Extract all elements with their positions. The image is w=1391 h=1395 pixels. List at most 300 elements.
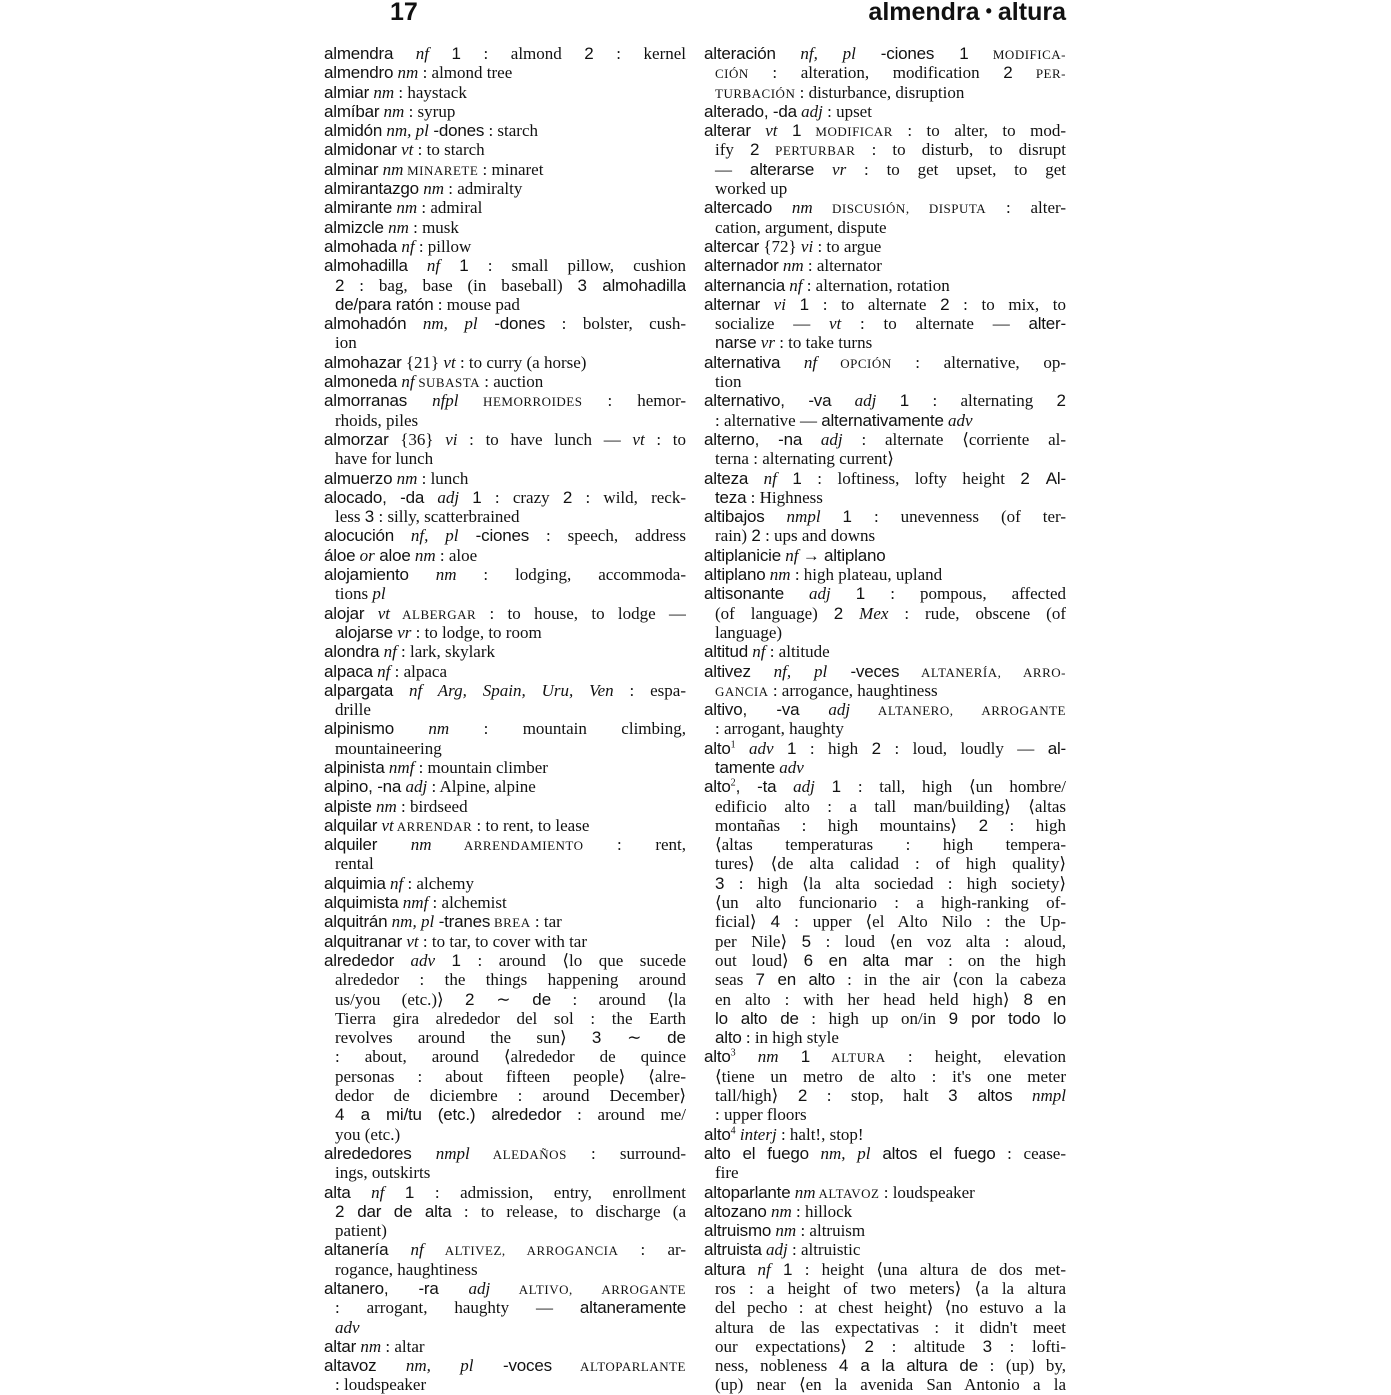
headword: almendro	[324, 63, 394, 83]
entry-line	[324, 237, 686, 256]
part-of-speech: nf	[393, 44, 452, 63]
definition-text: montañas : high mountains⟩	[715, 815, 979, 835]
entry-line	[324, 1144, 686, 1163]
part-of-speech: vi	[800, 236, 814, 256]
synonym: ALEDAÑOS	[469, 1146, 567, 1162]
headword: alocado, -da	[324, 487, 425, 507]
definition-text: : on the high	[933, 950, 1066, 970]
synonym: ARRENDAR	[393, 818, 473, 834]
guide-words	[868, 0, 1066, 27]
part-of-speech: nm	[394, 719, 450, 739]
part-of-speech: nm	[418, 179, 444, 199]
definition-text: rhoids, piles	[335, 410, 419, 430]
definition-text: : to get upset, to get	[846, 159, 1066, 179]
sense-number: 1	[799, 294, 810, 314]
definition-text: : mountain climber	[414, 757, 548, 777]
entry-continuation-line	[704, 140, 1066, 159]
entry-line	[704, 1202, 1066, 1221]
entry-line	[704, 1240, 1066, 1259]
part-of-speech: nm	[735, 1047, 801, 1067]
definition-text: : to starch	[413, 140, 485, 160]
entry-line	[324, 218, 686, 237]
entry-line	[704, 642, 1066, 661]
entry-line	[324, 893, 686, 912]
page-number: 17	[390, 0, 418, 26]
part-of-speech: nmpl	[764, 507, 843, 527]
part-of-speech: nmpl	[1012, 1086, 1066, 1106]
entry-line	[324, 1356, 686, 1375]
entry-continuation-line	[324, 1318, 686, 1337]
entry-line	[704, 102, 1066, 121]
headword: -ciones	[855, 44, 960, 63]
definition-text: : loftiness, lofty height	[801, 468, 1021, 488]
entry-continuation-line	[704, 990, 1066, 1009]
definition-text: ros : a height of two meters⟩ ⟨a la altura	[715, 1279, 1066, 1298]
definition-text: : Highness	[746, 487, 823, 507]
entry-continuation-line	[324, 990, 686, 1009]
part-of-speech: vi	[760, 294, 800, 314]
part-of-speech: vt	[750, 121, 792, 141]
entry-line	[704, 584, 1066, 603]
definition-text: : to disturb, to disrupt	[855, 140, 1066, 160]
entry-continuation-line	[704, 932, 1066, 951]
entry-line	[704, 1144, 1066, 1163]
entry-line	[324, 353, 686, 372]
definition-text: : cease-	[995, 1143, 1066, 1163]
entry-line	[704, 469, 1066, 488]
entry-line	[704, 1260, 1066, 1279]
definition-text: {36}	[388, 429, 446, 449]
entry-line	[324, 662, 686, 681]
entry-line	[704, 1047, 1066, 1066]
entry-line	[324, 777, 686, 796]
definition-text: {72}	[759, 236, 801, 256]
homograph-number: 1	[730, 739, 736, 751]
entry-continuation-line	[324, 1375, 686, 1394]
entry-line	[324, 932, 686, 951]
entry-line	[324, 835, 686, 854]
definition-text: ion	[335, 333, 357, 353]
definition-text: : speech, address	[529, 526, 686, 546]
entry-line	[324, 488, 686, 507]
entry-continuation-line	[704, 912, 1066, 931]
definition-text: : bolster, cush-	[545, 314, 686, 334]
headword: alta	[324, 1182, 351, 1202]
headword: alternativamente	[821, 410, 944, 430]
headword: altanero, -ra	[324, 1279, 439, 1298]
entry-line	[324, 642, 686, 661]
definition-text: : to alternate —	[841, 314, 1029, 334]
entry-continuation-line	[324, 1260, 686, 1279]
definition-text: fire	[715, 1163, 739, 1183]
entry-line	[324, 63, 686, 82]
entry-continuation-line	[704, 488, 1066, 507]
definition-text: : tall, high ⟨un hombre/	[841, 777, 1066, 797]
entry-line	[704, 1183, 1066, 1202]
headword: altruismo	[704, 1221, 772, 1241]
definition-text: language)	[715, 622, 783, 642]
entry-continuation-line	[704, 372, 1066, 391]
entry-continuation-line	[324, 1067, 686, 1086]
part-of-speech: or	[355, 545, 375, 565]
definition-text: : alteration, modification	[748, 63, 1004, 83]
synonym: ALTIVO, ARROGANTE	[490, 1282, 686, 1297]
synonym: ALTAVOZ	[815, 1185, 880, 1201]
entry-line	[324, 160, 686, 179]
definition-text: ⟨tiene un metro de alto : it's one meter	[715, 1066, 1066, 1086]
part-of-speech: adv	[394, 950, 452, 970]
headword: altiplanicie	[704, 545, 781, 565]
headword: de/para ratón	[335, 294, 434, 314]
definition-text: : high plateau, upland	[790, 565, 943, 585]
sense-number: 1	[831, 777, 842, 797]
part-of-speech: nm	[378, 159, 404, 179]
part-of-speech: adj	[796, 101, 823, 121]
definition-text: : upper floors	[715, 1105, 807, 1125]
definition-text: : upset	[822, 101, 872, 121]
entry-continuation-line	[704, 816, 1066, 835]
headword: almíbar	[324, 101, 380, 121]
sense-number: 1	[842, 507, 852, 527]
definition-text: : hillock	[791, 1201, 853, 1221]
headword: alquiler	[324, 835, 378, 855]
definition-text: : aloe	[435, 545, 478, 565]
headword: altoparlante	[704, 1182, 791, 1202]
part-of-speech: nf	[780, 352, 818, 372]
headword: almohadilla	[324, 256, 408, 276]
definition-text: : high ⟨la alta sociedad : high society⟩	[724, 873, 1066, 893]
part-of-speech: nf	[780, 545, 799, 565]
entry-line	[324, 1279, 686, 1298]
entry-continuation-line	[704, 874, 1066, 893]
headword: altura	[704, 1259, 746, 1279]
definition-text: : ups and downs	[760, 526, 876, 546]
definition-text: : stop, halt	[807, 1086, 949, 1106]
entry-line	[704, 276, 1066, 295]
entry-continuation-line	[704, 1356, 1066, 1375]
definition-text: : loudspeaker	[335, 1375, 427, 1395]
synonym: MODIFICAR	[801, 124, 893, 140]
part-of-speech: nf, pl	[750, 661, 828, 681]
entry-continuation-line	[324, 411, 686, 430]
part-of-speech: nf	[747, 642, 766, 662]
synonym: GANCIA	[715, 683, 769, 699]
part-of-speech: nm	[408, 565, 457, 585]
entry-continuation-line	[324, 1221, 686, 1240]
synonym: ARRENDAMIENTO	[431, 838, 584, 854]
definition-text: seas	[715, 970, 756, 990]
definition-text: : admission, entry, enrollment	[414, 1182, 686, 1202]
part-of-speech: nm	[393, 63, 419, 83]
sense-number: 2	[584, 44, 594, 63]
headword: almohadilla	[602, 275, 686, 295]
entry-line	[704, 777, 1066, 796]
headword: dar de alta	[357, 1201, 452, 1221]
definition-text: : to mix, to	[949, 294, 1066, 314]
part-of-speech: nfpl	[407, 391, 459, 411]
definition-text: : alternate ⟨corriente al-	[842, 429, 1066, 449]
part-of-speech: nf	[784, 275, 803, 295]
part-of-speech: vt	[377, 815, 394, 835]
definition-text: : bag, base (in baseball)	[344, 275, 578, 295]
headword: -dones	[477, 314, 546, 334]
headword: en	[1047, 989, 1066, 1009]
headword: alto	[704, 777, 731, 797]
headword: aloe	[374, 545, 411, 565]
definition-text: : disturbance, disruption	[795, 82, 965, 102]
definition-text: : about, around ⟨alrededor de quince	[335, 1047, 686, 1067]
definition-text: : (up) by,	[977, 1356, 1066, 1376]
entry-line	[704, 739, 1066, 758]
entry-continuation-line	[704, 1086, 1066, 1105]
definition-text: (up) near ⟨en la avenida San Antonio a la	[715, 1375, 1066, 1395]
sense-number: 1	[959, 44, 969, 63]
sense-number: 4	[838, 1356, 861, 1376]
synonym: TURBACIÓN	[715, 85, 796, 101]
sense-number: 1	[451, 44, 462, 63]
definition-text: have for lunch	[335, 449, 434, 469]
synonym: ALTIVEZ, ARROGANCIA	[423, 1243, 619, 1259]
definition-text: rain)	[715, 526, 752, 546]
entry-line	[704, 430, 1066, 449]
definition-text: Tierra gira alrededor del sol : the Earth	[335, 1008, 686, 1028]
headword: alojar	[324, 603, 365, 623]
definition-text: : to argue	[813, 236, 882, 256]
definition-text: : loud ⟨en voz alta : aloud,	[811, 931, 1066, 951]
sense-number: 2	[335, 1201, 358, 1221]
entry-line	[704, 44, 1066, 63]
headword: altaneramente	[579, 1298, 686, 1318]
definition-text: : musk	[408, 217, 459, 237]
definition-text: (of language)	[715, 603, 834, 623]
definition-text: : halt!, stop!	[776, 1124, 864, 1144]
sense-number: 2	[1020, 468, 1046, 488]
part-of-speech: nmpl	[411, 1143, 470, 1163]
entry-continuation-line	[324, 1202, 686, 1221]
definition-text: : almond tree	[418, 63, 513, 83]
definition-text: : lunch	[417, 468, 469, 488]
entry-continuation-line	[704, 835, 1066, 854]
sense-number: 1	[451, 950, 462, 970]
headword: alondra	[324, 642, 380, 662]
headword: a la altura de	[860, 1356, 978, 1376]
entry-line	[704, 565, 1066, 584]
synonym: PER-	[1012, 66, 1066, 82]
entry-line	[324, 816, 686, 835]
headword: altisonante	[704, 584, 785, 604]
part-of-speech: adv	[735, 738, 787, 758]
entry-line	[324, 102, 686, 121]
definition-text: socialize —	[715, 314, 829, 334]
headword: alrededores	[324, 1143, 412, 1163]
homograph-number: 3	[730, 1047, 736, 1059]
definition-text: : hemor-	[582, 391, 686, 411]
entry-line	[324, 565, 686, 584]
entry-continuation-line	[704, 1009, 1066, 1028]
part-of-speech: nmf	[398, 893, 429, 913]
headword: altanería	[324, 1240, 389, 1260]
synonym: HEMORROIDES	[458, 394, 583, 410]
headword: alterado, -da	[704, 101, 797, 121]
definition-text: our expectations⟩	[715, 1336, 865, 1356]
part-of-speech: nf	[748, 468, 793, 488]
part-of-speech: pl	[372, 584, 386, 604]
definition-text: ficial⟩	[715, 912, 771, 932]
headword: alminar	[324, 159, 379, 179]
definition-text: : haystack	[394, 82, 467, 102]
headword: Al-	[1045, 468, 1066, 488]
entry-line	[704, 198, 1066, 217]
definition-text: : altitude	[765, 642, 830, 662]
entry-continuation-line	[324, 1086, 686, 1105]
headword: altos	[977, 1086, 1013, 1106]
part-of-speech: adv	[775, 757, 804, 777]
part-of-speech: nm	[410, 545, 436, 565]
definition-text: : arrogant, haughty	[715, 719, 844, 739]
sense-number: 2	[833, 603, 844, 623]
headword: alojarse	[335, 622, 393, 642]
entry-line	[324, 121, 686, 140]
sense-number: 1	[472, 487, 482, 507]
definition-text: : mountain climbing,	[449, 719, 686, 739]
part-of-speech: nf	[379, 642, 397, 662]
headword: alternar	[704, 294, 761, 314]
headword: alpinista	[324, 757, 385, 777]
guide-separator: •	[985, 1, 992, 21]
headword: almorranas	[324, 391, 408, 411]
entry-continuation-line	[704, 1067, 1066, 1086]
synonym: SUBASTA	[414, 375, 481, 391]
definition-text: : height ⟨una altura de dos met-	[792, 1259, 1066, 1279]
entry-continuation-line	[704, 179, 1066, 198]
entry-line	[324, 1183, 686, 1202]
definition-text: : admiral	[417, 198, 483, 218]
definition-text: less	[335, 507, 365, 527]
entry-continuation-line	[324, 276, 686, 295]
part-of-speech: nf	[350, 1182, 405, 1202]
definition-text: : to tar, to cover with tar	[418, 931, 587, 951]
headword: altiplano	[823, 545, 886, 565]
sense-number: 6	[803, 950, 829, 970]
headword: almidonar	[324, 140, 397, 160]
definition-text: : wild, reck-	[572, 487, 686, 507]
entry-line	[704, 546, 1066, 565]
definition-text: : altitude	[873, 1336, 983, 1356]
definition-text: : around ⟨lo que sucede	[461, 950, 686, 970]
homograph-number: 2	[730, 777, 736, 789]
definition-text: per Nile⟩	[715, 931, 802, 951]
definition-text: tions	[335, 584, 373, 604]
sense-number: 2	[751, 526, 761, 546]
sense-number: 1	[404, 1182, 415, 1202]
part-of-speech: nm, pl	[406, 314, 478, 334]
definition-text: : pompous, affected	[865, 584, 1066, 604]
definition-text: : high	[796, 738, 872, 758]
entry-continuation-line	[324, 1047, 686, 1066]
headword: teza	[715, 487, 747, 507]
definition-text: : to	[644, 429, 686, 449]
headword: altozano	[704, 1201, 767, 1221]
part-of-speech: vt	[828, 314, 842, 334]
definition-text: : altruistic	[787, 1240, 861, 1260]
entry-line	[704, 121, 1066, 140]
synonym: BREA	[490, 915, 531, 931]
sense-number: 9	[948, 1008, 972, 1028]
part-of-speech: nf	[407, 256, 460, 276]
entry-continuation-line	[704, 63, 1066, 82]
definition-text: : height, elevation	[885, 1047, 1066, 1067]
entry-line	[324, 469, 686, 488]
part-of-speech: nm	[379, 101, 405, 121]
headword: alpiste	[324, 796, 372, 816]
headword: almoneda	[324, 372, 398, 392]
entry-continuation-line	[704, 218, 1066, 237]
entry-continuation-line	[324, 295, 686, 314]
definition-text: tall/high⟩	[715, 1086, 798, 1106]
entry-line	[704, 353, 1066, 372]
definition-text: : alter-	[986, 198, 1066, 218]
headword: alojamiento	[324, 565, 409, 585]
part-of-speech: adj	[401, 777, 428, 797]
part-of-speech: vr	[814, 159, 847, 179]
entry-continuation-line	[324, 970, 686, 989]
headword: alto	[715, 1028, 742, 1048]
definition-text: : Alpine, alpine	[427, 777, 536, 797]
definition-text: ify	[715, 140, 751, 160]
definition-text: drille	[335, 700, 371, 720]
definition-text: : to release, to discharge (a	[451, 1201, 686, 1221]
entry-continuation-line	[324, 1009, 686, 1028]
part-of-speech: adj	[802, 429, 843, 449]
part-of-speech: vt	[632, 429, 645, 449]
sense-number: 3	[364, 507, 375, 527]
synonym: ALBERGAR	[390, 606, 477, 622]
definition-text: : to curry (a horse)	[455, 352, 587, 372]
part-of-speech: nf	[397, 372, 415, 392]
sense-number: 3	[577, 275, 603, 295]
definition-text: : alpaca	[390, 661, 448, 681]
headword: alquitrán	[324, 912, 388, 932]
entry-continuation-line	[704, 681, 1066, 700]
sense-number: 8	[1023, 989, 1048, 1009]
definition-text: : pillow	[414, 236, 472, 256]
definition-text: : lofti-	[992, 1336, 1066, 1356]
definition-text: ness, nobleness	[715, 1356, 839, 1376]
entry-line	[324, 430, 686, 449]
sense-number: 2	[750, 140, 760, 160]
definition-text: : auction	[480, 372, 544, 392]
entry-continuation-line	[324, 1028, 686, 1047]
part-of-speech: adv	[943, 410, 973, 430]
definition-text: : to alternate	[809, 294, 941, 314]
headword: altibajos	[704, 507, 765, 527]
part-of-speech: adj	[438, 1279, 491, 1298]
definition-text: patient)	[335, 1221, 387, 1241]
definition-text: : alternation, rotation	[802, 275, 950, 295]
part-of-speech: adj	[799, 700, 851, 720]
headword: alquimista	[324, 893, 399, 913]
entry-continuation-line	[704, 1318, 1066, 1337]
definition-text: : high up on/in	[798, 1008, 949, 1028]
entry-continuation-line	[704, 1028, 1066, 1047]
headword: almorzar	[324, 429, 389, 449]
guide-word-first: almendra	[868, 0, 980, 26]
entry-line	[324, 372, 686, 391]
synonym: ALTANERO, ARROGANTE	[850, 703, 1066, 719]
headword: áloe	[324, 545, 356, 565]
definition-text: cation, argument, dispute	[715, 217, 887, 237]
headword: alquimia	[324, 873, 386, 893]
